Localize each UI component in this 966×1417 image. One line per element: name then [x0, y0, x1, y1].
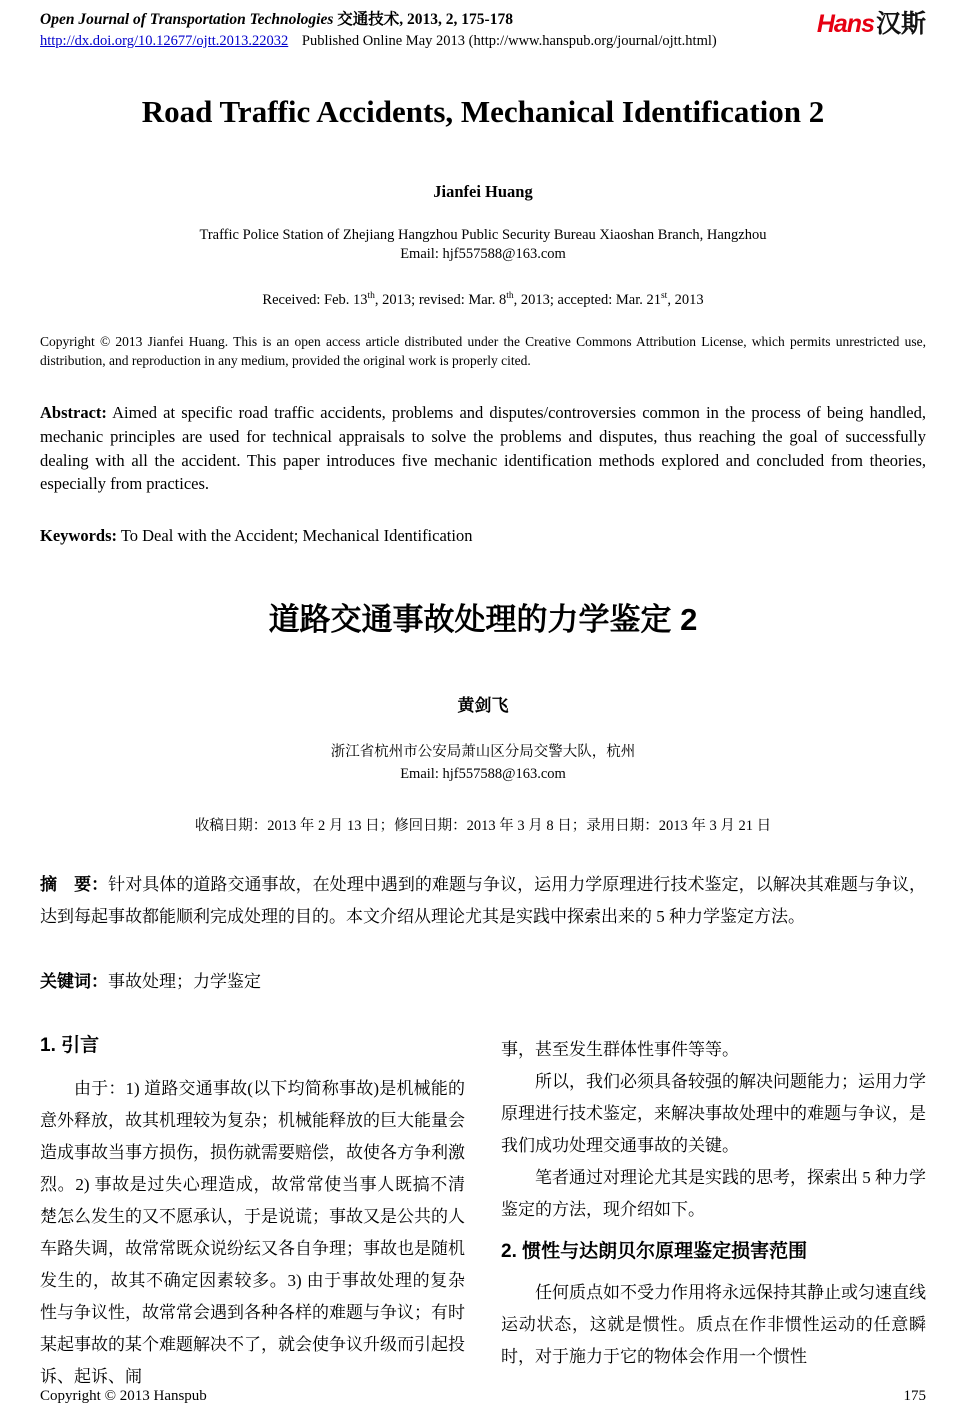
abstract-english	[40, 401, 926, 497]
keywords-english	[40, 526, 926, 546]
keywords-label-chinese: 关键词：	[40, 972, 108, 992]
abstract-text-chinese: 针对具体的道路交通事故，在处理中遇到的难题与争议，运用力学原理进行技术鉴定，以解决其难题与争议，达到每起事故都能顺利完成处理的目的。本文介绍从理论尤其是实践中探索出来的 5 种力学鉴定方法。	[40, 874, 927, 927]
received-dates-english	[40, 291, 926, 309]
abstract-text: Aimed at specific road traffic accidents, problems and disputes/controversies common in the process of being handled, mechanic principles are used for technical appraisals to solve the problems and disputes, thus reaching the goal of successfully dealing with all the accident. This paper introduces five mechanic identification methods explored and concluded from theories, especially from practices.	[40, 402, 926, 494]
keywords-text: To Deal with the Accident; Mechanical Identification	[117, 526, 473, 546]
abstract-chinese	[40, 869, 926, 934]
received-superscript: st	[660, 291, 668, 302]
author-name-chinese: 黄剑飞	[457, 696, 509, 716]
hans-publisher-logo	[817, 12, 926, 37]
page-number: 175	[903, 1388, 926, 1404]
keywords-chinese	[40, 967, 926, 992]
received-segment: , 2013; revised: Mar. 8	[374, 291, 507, 308]
right-column	[501, 1034, 926, 1392]
article-title-english: Road Traffic Accidents, Mechanical Identification 2	[141, 93, 825, 129]
keywords-label: Keywords:	[40, 526, 117, 546]
body-paragraph: 笔者通过对理论尤其是实践的思考，探索出 5 种力学鉴定的方法，现介绍如下。	[501, 1168, 926, 1220]
body-paragraph: 所以，我们必须具备较强的解决问题能力；运用力学原理进行技术鉴定，来解决事故处理中的难题与争议，是我们成功处理交通事故的关键。	[501, 1072, 926, 1156]
doi-line	[40, 33, 717, 50]
left-column	[40, 1034, 465, 1392]
received-superscript: th	[367, 291, 375, 302]
author-email: Email: hjf557588@163.com	[400, 766, 566, 783]
journal-header	[40, 10, 926, 50]
affiliation-line: 浙江省杭州市公安局萧山区分局交警大队，杭州	[330, 744, 636, 761]
hans-logo-text: Hans	[816, 10, 874, 38]
journal-info	[40, 10, 717, 50]
copyright-license-notice: Copyright © 2013 Jianfei Huang. This is an open access article distributed under the Creative Commons Attribution License, which permits unrestricted use, distribution, and reproduction in any medium, provided the original work is properly cited.	[40, 333, 926, 368]
body-paragraph: 由于：1) 道路交通事故(以下均简称事故)是机械能的意外释放，故其机理较为复杂；机械能释放的巨大能量会造成事故当事方损伤，损伤就需要赔偿，故使各方争利激烈。2) 事故是过失心理造成，故常常使当事人既搞不清楚怎么发生的又不愿承认，于是说谎；事故又是公共的人车路失调，故常常既众说纷纭又各自争理；事故也是随机发生的，故其不确定因素较多。3) 由于事故处理的复杂性与争议性，故常常会遇到各种各样的难题与争议；有时某起事故的某个难题解决不了，就会使争议升级而引起投诉、起诉、闹	[40, 1079, 465, 1386]
body-paragraph-continued: 事，甚至发生群体性事件等等。	[501, 1040, 739, 1060]
doi-link[interactable]: http://dx.doi.org/10.12677/ojtt.2013.22032	[40, 32, 289, 49]
journal-name: Open Journal of Transportation Technologies	[40, 11, 334, 28]
page-footer	[40, 1388, 926, 1405]
journal-citation: 交通技术, 2013, 2, 175-178	[333, 11, 513, 28]
author-email: Email: hjf557588@163.com	[400, 246, 566, 263]
received-dates-chinese: 收稿日期：2013 年 2 月 13 日；修回日期：2013 年 3 月 8 日；录用日期：2013 年 3 月 21 日	[194, 817, 772, 834]
keywords-text-chinese: 事故处理；力学鉴定	[108, 972, 261, 992]
affiliation-english	[40, 226, 926, 265]
affiliation-line: Traffic Police Station of Zhejiang Hangzhou Public Security Bureau Xiaoshan Branch, Hangzhou	[199, 226, 767, 243]
received-superscript: th	[506, 291, 514, 302]
affiliation-chinese	[40, 742, 926, 786]
footer-copyright: Copyright © 2013 Hanspub	[40, 1388, 207, 1404]
author-name-english: Jianfei Huang	[433, 181, 533, 201]
hans-logo-chinese-text: 汉斯	[875, 10, 926, 38]
article-title-chinese: 道路交通事故处理的力学鉴定 2	[268, 602, 698, 638]
body-paragraph: 任何质点如不受力作用将永远保持其静止或匀速直线运动状态，这就是惯性。质点在作非惯性运动的任意瞬时，对于施力于它的物体会作用一个惯性	[501, 1282, 926, 1366]
received-segment: , 2013	[667, 291, 704, 308]
received-segment: Received: Feb. 13	[262, 291, 368, 308]
received-segment: , 2013; accepted: Mar. 21	[513, 291, 661, 308]
abstract-label-chinese: 摘 要：	[40, 874, 109, 894]
journal-citation-line	[40, 10, 717, 31]
abstract-label: Abstract:	[40, 402, 107, 422]
two-column-body	[40, 1034, 926, 1392]
section-heading-2: 2. 惯性与达朗贝尔原理鉴定损害范围	[501, 1241, 808, 1263]
section-heading-1: 1. 引言	[40, 1035, 100, 1057]
published-online-text: Published Online May 2013 (http://www.hanspub.org/journal/ojtt.html)	[301, 32, 717, 49]
